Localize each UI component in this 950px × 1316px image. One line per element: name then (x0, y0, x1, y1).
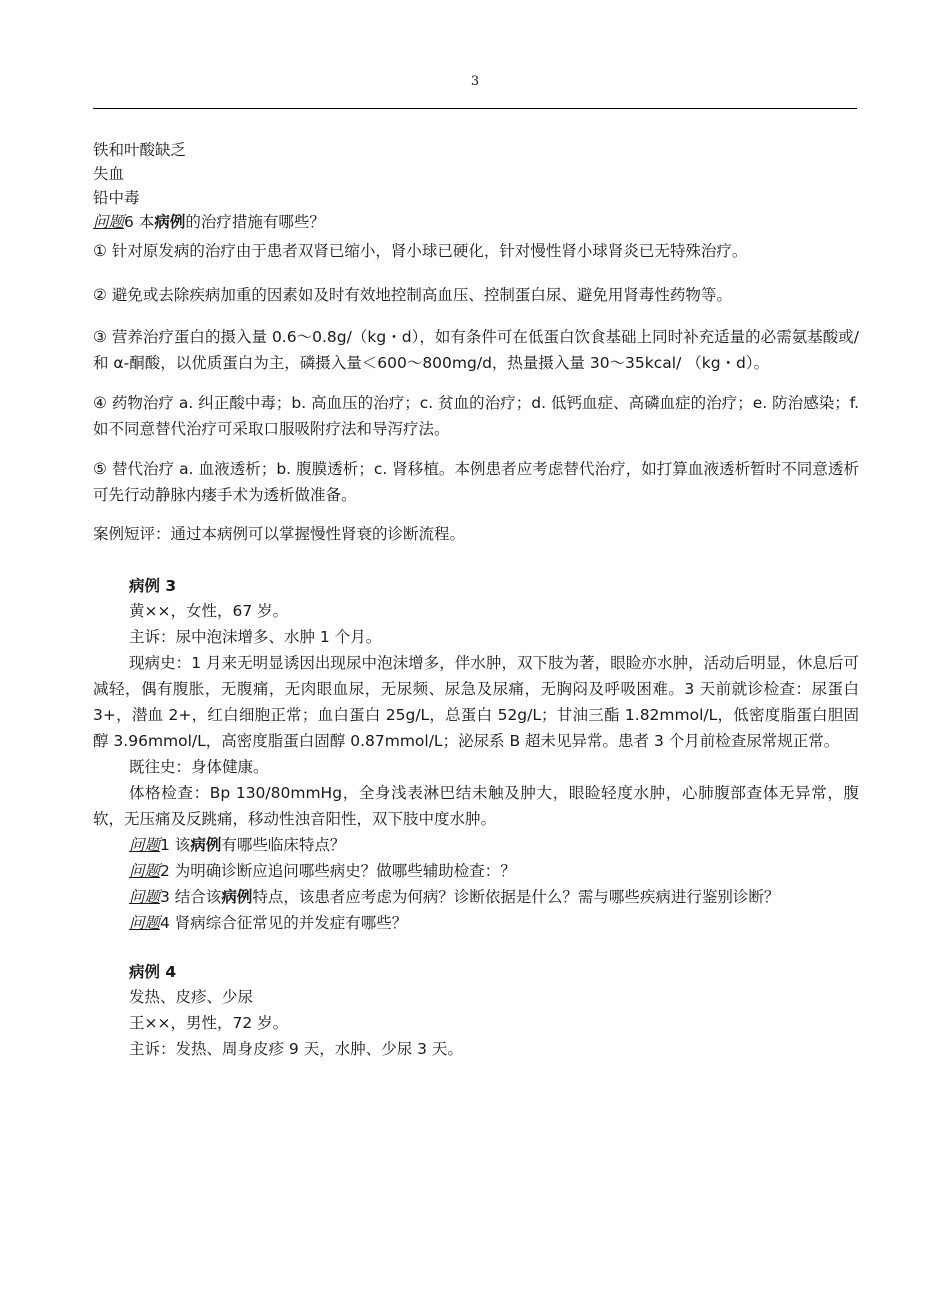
treatment-item: ② 避免或去除疾病加重的因素如及时有效地控制高血压、控制蛋白尿、避免用肾毒性药物等。 (93, 286, 732, 304)
cause-item: 铅中毒 (93, 189, 140, 207)
page-number: 3 (470, 74, 480, 89)
case-3-question-1: 问题1 该病例有哪些临床特点？ (129, 836, 346, 854)
case-3-question-2: 问题2 为明确诊断应追问哪些病史？做哪些辅助检查：？ (129, 862, 516, 880)
case-3-question-3: 问题3 结合该病例特点，该患者应考虑为何病？诊断依据是什么？需与哪些疾病进行鉴别诊断？ (129, 888, 780, 906)
case-4-complaint: 主诉：发热、周身皮疹 9 天，水肿、少尿 3 天。 (129, 1040, 463, 1058)
case-4-patient: 王××，男性，72 岁。 (129, 1014, 289, 1032)
case-3-history: 现病史：1 月来无明显诱因出现尿中泡沫增多，伴水肿，双下肢为著，眼睑亦水肿，活动后明显，休息后可减轻，偶有腹胀，无腹痛，无肉眼血尿，无尿频、尿急及尿痛，无胸闷及呼吸困难。3 天前就诊检查：尿蛋白 3+，潜血 2+，红白细胞正常；血白蛋白 25g/L，总蛋白 52g/L；甘油三酯 1.82mmol/L，低密度脂蛋白胆固醇 3.96mmol/L，高密度脂蛋白固醇 0.87mmol/L；泌尿系 B 超未见异常。患者 3 个月前检查尿常规正常。 (93, 654, 859, 750)
question-6: 问题6 本病例的治疗措施有哪些？ (93, 213, 325, 231)
header-rule (93, 108, 857, 109)
case-comment: 案例短评：通过本病例可以掌握慢性肾衰的诊断流程。 (93, 525, 466, 543)
question-label: 问题 (93, 213, 125, 231)
treatment-item: ① 针对原发病的治疗由于患者双肾已缩小，肾小球已硬化，针对慢性肾小球肾炎已无特殊治疗。 (93, 242, 748, 260)
case-4-title: 病例 4 (129, 963, 177, 981)
case-3-past-history: 既往史：身体健康。 (129, 758, 269, 776)
treatment-item: ③ 营养治疗蛋白的摄入量 0.6～0.8g/（kg・d），如有条件可在低蛋白饮食基础上同时补充适量的必需氨基酸或/和 α-酮酸，以优质蛋白为主，磷摄入量＜600～800mg/d，热量摄入量 30～35kcal/ （kg・d）。 (93, 328, 859, 372)
cause-item: 失血 (93, 165, 125, 183)
bold-term: 病例 (221, 888, 253, 906)
case-4-subtitle: 发热、皮疹、少尿 (129, 988, 254, 1006)
document-body (93, 138, 859, 1062)
case-3-patient: 黄××，女性，67 岁。 (129, 602, 289, 620)
case-3-title: 病例 3 (129, 577, 177, 595)
cause-item: 铁和叶酸缺乏 (93, 141, 187, 159)
treatment-item: ④ 药物治疗 a. 纠正酸中毒；b. 高血压的治疗；c. 贫血的治疗；d. 低钙血症、高磷血症的治疗；e. 防治感染；f. 如不同意替代治疗可采取口服吸附疗法和导泻疗法。 (93, 394, 859, 438)
bold-term: 病例 (190, 836, 222, 854)
case-3-exam: 体格检查：Bp 130/80mmHg，全身浅表淋巴结未触及肿大，眼睑轻度水肿，心肺腹部查体无异常，腹软，无压痛及反跳痛，移动性浊音阳性，双下肢中度水肿。 (93, 784, 859, 828)
bold-term: 病例 (154, 213, 186, 231)
case-3-complaint: 主诉：尿中泡沫增多、水肿 1 个月。 (129, 628, 382, 646)
treatment-item: ⑤ 替代治疗 a. 血液透析；b. 腹膜透析；c. 肾移植。本例患者应考虑替代治疗，如打算血液透析暂时不同意透析可先行动静脉内瘘手术为透析做准备。 (93, 460, 859, 504)
case-3-question-4: 问题4 肾病综合征常见的并发症有哪些？ (129, 914, 408, 932)
